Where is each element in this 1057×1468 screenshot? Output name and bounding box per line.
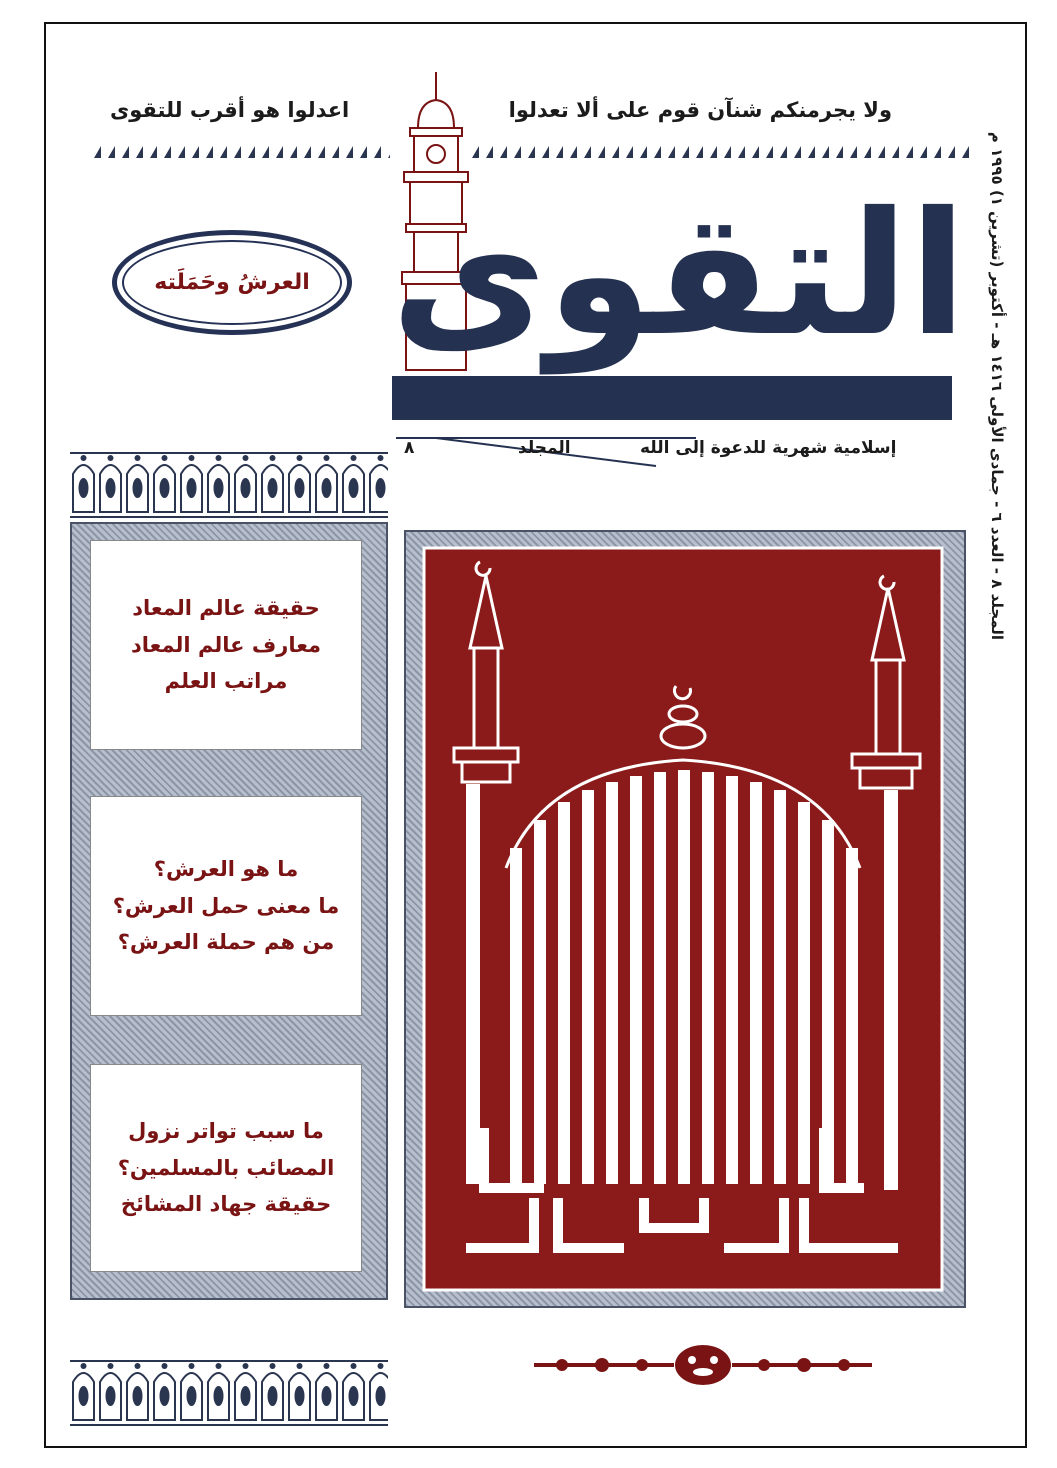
box2-line1: ما هو العرش؟ <box>153 856 299 881</box>
issue-date-vertical <box>968 131 1008 1200</box>
volume-label: المجلد <box>518 438 571 458</box>
box3-line1: ما سبب تواتر نزول <box>128 1118 324 1143</box>
sidebar-box-1 <box>90 540 362 750</box>
arabesque-band-bottom <box>70 1360 388 1426</box>
magazine-subtitle: إسلامية شهرية للدعوة إلى الله <box>640 438 897 458</box>
dash-divider-left <box>92 144 390 158</box>
box1-line2: معارف عالم المعاد <box>130 632 322 657</box>
floral-ornament-icon <box>532 1340 874 1390</box>
verse-left: اعدلوا هو أقرب للتقوى <box>110 98 350 122</box>
magazine-title: التقوى <box>390 176 967 374</box>
box1-line3: مراتب العلم <box>164 669 288 694</box>
arabesque-band-top <box>70 452 388 518</box>
title-baseline <box>392 376 952 420</box>
box2-line2: ما معنى حمل العرش؟ <box>112 893 340 918</box>
dash-divider-right <box>470 144 970 158</box>
verse-right: ولا يجرمنكم شنآن قوم على ألا تعدلوا <box>508 98 892 122</box>
volume-number: ٨ <box>404 438 415 458</box>
box2-line3: من هم حملة العرش؟ <box>117 930 335 955</box>
issue-line: المجلد ٨ - العدد ٦ - جمادى الأولى ١٤١٦ هـ - أكتوبر (تشرين ١) ١٩٩٥ م <box>988 131 1006 640</box>
box3-line2: المصائب بالمسلمين؟ <box>117 1155 335 1180</box>
feature-oval-title: العرشُ وحَمَلَته <box>122 240 342 325</box>
sidebar-box-2 <box>90 796 362 1016</box>
sidebar-box-3 <box>90 1064 362 1272</box>
mosque-kufic-calligraphy-icon <box>424 548 942 1290</box>
box3-line3: حقيقة جهاد المشائخ <box>120 1192 332 1217</box>
box1-line1: حقيقة عالم المعاد <box>132 595 320 620</box>
